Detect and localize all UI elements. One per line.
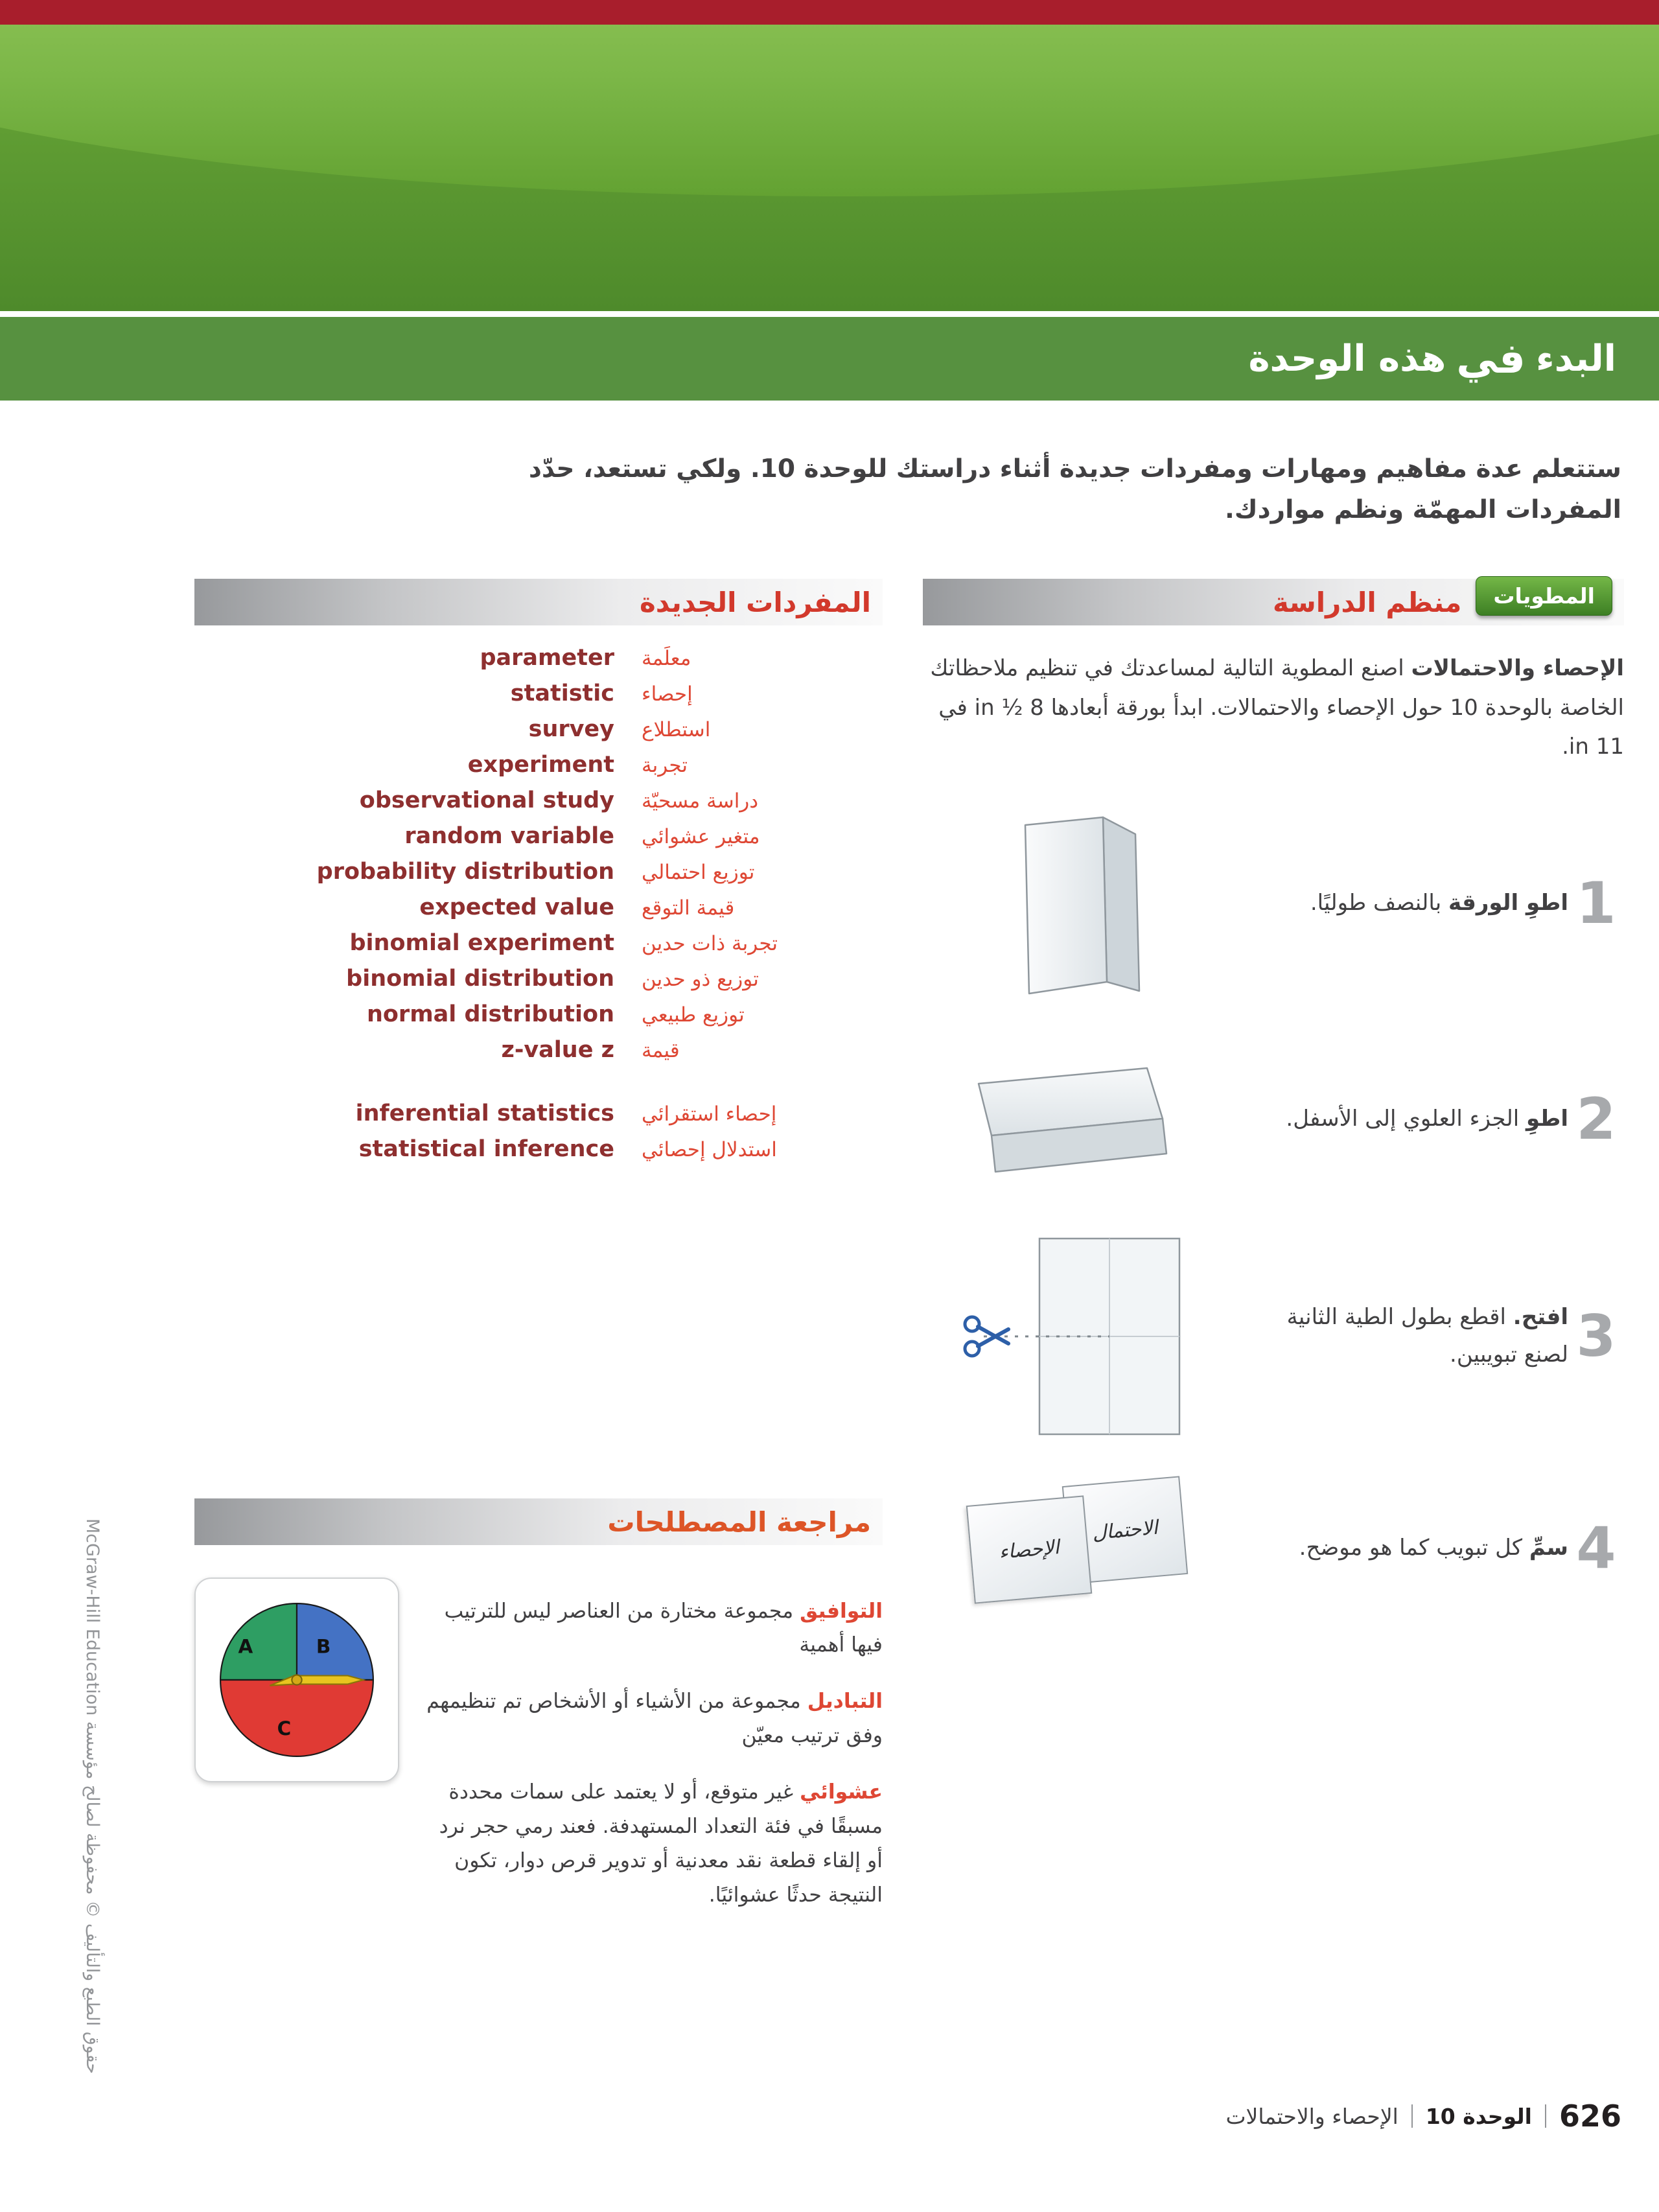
vocab-term-en: statistical inference bbox=[358, 1136, 614, 1162]
foldable-step bbox=[923, 1481, 1624, 1616]
vocab-term-en: normal distribution bbox=[366, 1001, 614, 1027]
footer-divider bbox=[1545, 2104, 1546, 2128]
step-instruction-text: بالنصف طوليًا. bbox=[1310, 890, 1442, 916]
chapter-title-prefix: البدء bbox=[1535, 338, 1616, 380]
vocab-row bbox=[194, 966, 883, 992]
chapter-title-suffix: هذه الوحدة bbox=[1248, 338, 1446, 380]
step-instruction-text: كل تبويب كما هو موضح. bbox=[1299, 1534, 1523, 1561]
vocab-term-en: experiment bbox=[467, 752, 614, 778]
spinner-sector-blue bbox=[297, 1603, 373, 1680]
vocab-term-ar: قيمة bbox=[642, 1039, 680, 1062]
foldables-tag: المطويات bbox=[1476, 576, 1612, 616]
vocab-row bbox=[194, 681, 883, 706]
footer-subject: الإحصاء والاحتمالات bbox=[1225, 2103, 1398, 2129]
footer-divider bbox=[1411, 2104, 1413, 2128]
footer-unit-label: الوحدة 10 bbox=[1425, 2103, 1532, 2129]
spinner-sector-red bbox=[220, 1680, 373, 1756]
review-header bbox=[194, 1498, 883, 1545]
spinner-label-c: C bbox=[277, 1717, 292, 1740]
banner-curve-decoration bbox=[0, 25, 1659, 196]
green-banner bbox=[0, 25, 1659, 311]
review-entries bbox=[421, 1574, 883, 1935]
vocab-row bbox=[194, 1037, 883, 1063]
vocab-row bbox=[194, 752, 883, 778]
vocab-row bbox=[194, 859, 883, 885]
step-number: 2 bbox=[1576, 1086, 1616, 1153]
step-instruction bbox=[1231, 1299, 1568, 1374]
footer-page-number: 626 bbox=[1559, 2099, 1621, 2134]
review-entry bbox=[421, 1594, 883, 1663]
step-instruction-bold: افتح. bbox=[1513, 1303, 1568, 1330]
vocab-term-en: probability distribution bbox=[316, 859, 614, 885]
vocab-row bbox=[194, 787, 883, 813]
foldable-step bbox=[923, 808, 1624, 999]
vocab-row bbox=[194, 645, 883, 671]
folded-paper-icon bbox=[996, 808, 1158, 999]
review-term: عشوائي bbox=[800, 1780, 883, 1804]
spinner-card bbox=[194, 1578, 399, 1782]
vocab-term-en: statistic bbox=[510, 681, 614, 706]
cut-paper-icon bbox=[960, 1229, 1194, 1443]
foldable-step bbox=[923, 1229, 1624, 1443]
vocabulary-title: المفردات الجديدة bbox=[640, 586, 871, 618]
vocab-row bbox=[194, 1100, 883, 1126]
vocab-term-ar: إحصاء استقرائي bbox=[642, 1102, 777, 1126]
folded-top-paper-icon bbox=[973, 1050, 1181, 1189]
vocab-term-ar: دراسة مسحيّة bbox=[642, 789, 759, 813]
vocab-term-ar: متغير عشوائي bbox=[642, 825, 760, 848]
review-entry bbox=[421, 1775, 883, 1913]
step-instruction-bold: اطوِ الورقة bbox=[1448, 890, 1568, 916]
tab-probability-label: الاحتمال bbox=[1091, 1515, 1159, 1544]
vocab-row bbox=[194, 1136, 883, 1162]
review-title: مراجعة المصطلحات bbox=[607, 1506, 871, 1538]
review-body bbox=[194, 1574, 883, 1935]
vocab-term-en: z-value z bbox=[501, 1037, 614, 1063]
vocab-term-ar: استطلاع bbox=[642, 718, 711, 741]
vocab-term-en: inferential statistics bbox=[355, 1100, 614, 1126]
review-term: التوافيق bbox=[800, 1599, 883, 1623]
review-term: التباديل bbox=[807, 1690, 883, 1714]
review-definition: مجموعة من الأشياء أو الأشخاص تم تنظيمهم وفق ترتيب معيّن bbox=[426, 1690, 883, 1748]
vocab-row bbox=[194, 716, 883, 742]
step-instruction-bold: سمِّ bbox=[1529, 1534, 1568, 1561]
step-number: 4 bbox=[1576, 1514, 1616, 1581]
foldable-step3-figure bbox=[923, 1229, 1231, 1443]
vocabulary-list bbox=[194, 645, 883, 1162]
spinner-sector-green bbox=[220, 1603, 297, 1680]
top-red-bar bbox=[0, 0, 1659, 25]
review-vocabulary-section bbox=[194, 1498, 883, 1935]
step-instruction-text: اقطع بطول الطية الثانية لصنع تبويبين. bbox=[1286, 1303, 1568, 1368]
labeled-tabs-figure bbox=[970, 1481, 1184, 1616]
vocab-term-en: parameter bbox=[480, 645, 614, 671]
step-instruction-text: الجزء العلوي إلى الأسفل. bbox=[1286, 1106, 1520, 1132]
chapter-title-bar bbox=[0, 314, 1659, 401]
foldable-step4-figure bbox=[923, 1481, 1231, 1616]
step-instruction bbox=[1231, 1530, 1568, 1567]
vocabulary-section bbox=[194, 579, 883, 1172]
chapter-title-emphasis: في bbox=[1456, 334, 1526, 383]
review-definition: مجموعة مختارة من العناصر ليس للترتيب فيها أهمية bbox=[444, 1599, 883, 1657]
study-organizer-lead-text: اصنع المطوية التالية لمساعدتك في تنظيم ملاحظاتك الخاصة بالوحدة 10 حول الإحصاء والاحتمالات. ابدأ بورقة أبعادها 8 ½ in في 11 in. bbox=[930, 655, 1624, 760]
vocab-term-ar: قيمة التوقع bbox=[642, 896, 735, 920]
step-instruction-bold: اطوِ bbox=[1526, 1106, 1568, 1132]
tab-statistics bbox=[966, 1495, 1093, 1603]
vocab-row bbox=[194, 823, 883, 849]
foldable-step1-figure bbox=[923, 808, 1231, 999]
study-organizer-title: منظم الدراسة bbox=[1272, 586, 1462, 618]
vocab-term-ar: معلَمة bbox=[642, 647, 691, 670]
foldable-step bbox=[923, 1050, 1624, 1189]
spinner-label-b: B bbox=[316, 1635, 331, 1658]
vocab-term-en: binomial distribution bbox=[346, 966, 614, 992]
step-instruction bbox=[1231, 1100, 1568, 1138]
step-number: 1 bbox=[1576, 870, 1616, 937]
vocab-term-ar: توزيع ذو حدين bbox=[642, 968, 759, 991]
vocab-term-en: observational study bbox=[359, 787, 614, 813]
copyright-vertical-text: حقوق الطبع والتأليف © محفوظة لصالح مؤسسة McGraw-Hill Education bbox=[82, 1518, 102, 2074]
vocab-row bbox=[194, 1001, 883, 1027]
vocab-term-en: binomial experiment bbox=[349, 930, 614, 956]
vocab-row bbox=[194, 894, 883, 920]
study-organizer-lead-bold: الإحصاء والاحتمالات bbox=[1411, 655, 1624, 681]
vocab-term-en: expected value bbox=[419, 894, 614, 920]
step-instruction bbox=[1231, 885, 1568, 922]
spinner-label-a: A bbox=[238, 1635, 253, 1658]
vocab-term-ar: استدلال إحصائي bbox=[642, 1138, 777, 1161]
vocab-term-en: survey bbox=[528, 716, 614, 742]
vocab-term-ar: توزيع احتمالي bbox=[642, 861, 755, 884]
vocab-term-ar: تجربة ذات حدين bbox=[642, 932, 778, 955]
spinner-figure bbox=[212, 1595, 382, 1765]
review-definition: غير متوقع، أو لا يعتمد على سمات محددة مسبقًا في فئة التعداد المستهدفة. فعند رمي حجر نرد أو إلقاء قطعة نقد معدنية أو تدوير قرص دوار، تكون النتيجة حدثًا عشوائيًا. bbox=[439, 1780, 883, 1907]
vocab-term-ar: توزيع طبيعي bbox=[642, 1003, 745, 1027]
vocabulary-header bbox=[194, 579, 883, 625]
study-organizer-header bbox=[923, 579, 1624, 625]
study-organizer-section bbox=[923, 579, 1624, 1616]
vocab-term-en: random variable bbox=[404, 823, 614, 849]
foldable-step2-figure bbox=[923, 1050, 1231, 1189]
review-entry bbox=[421, 1684, 883, 1753]
intro-paragraph: ستتعلم عدة مفاهيم ومهارات ومفردات جديدة أثناء دراستك للوحدة 10. ولكي تستعد، حدّد المفردات المهمّة ونظم مواردك. bbox=[528, 454, 1621, 525]
step-number: 3 bbox=[1576, 1302, 1616, 1369]
vocab-term-ar: تجربة bbox=[642, 754, 688, 777]
vocab-term-ar: إحصاء bbox=[642, 682, 693, 706]
page-footer bbox=[1225, 2099, 1621, 2134]
tab-statistics-label: الإحصاء bbox=[998, 1535, 1060, 1564]
vocab-row bbox=[194, 930, 883, 956]
study-organizer-lead bbox=[923, 649, 1624, 767]
